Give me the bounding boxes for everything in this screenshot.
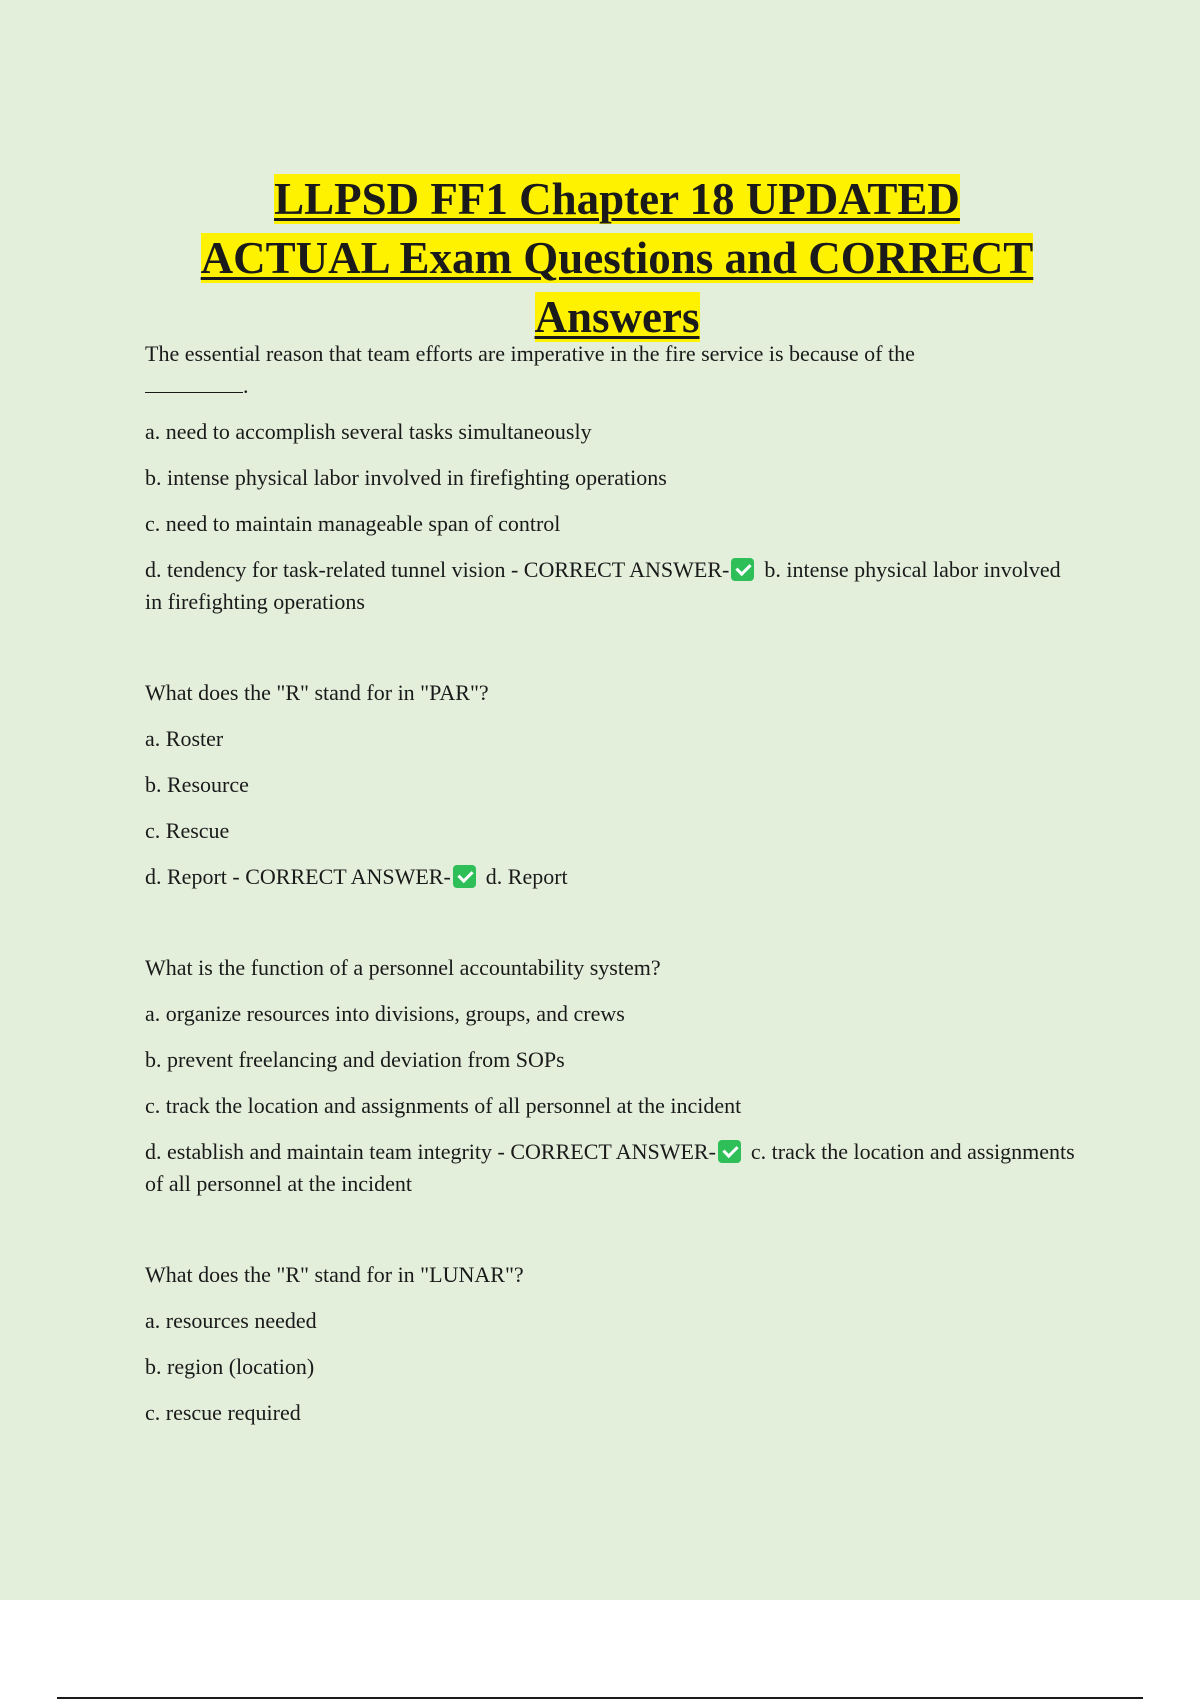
answer-marker: - CORRECT ANSWER- bbox=[510, 557, 730, 582]
answer-marker: - CORRECT ANSWER- bbox=[497, 1139, 716, 1164]
question-text: What does the "R" stand for in "PAR"? bbox=[145, 680, 489, 705]
option-c: c. rescue required bbox=[145, 1400, 301, 1425]
option-b: b. Resource bbox=[145, 772, 249, 797]
page-title bbox=[120, 170, 1114, 347]
option-d-with-answer: d. tendency for task-related tunnel vision - CORRECT ANSWER- b. intense physical labor involved in firefighting operations bbox=[145, 557, 1061, 614]
question-text: What does the "R" stand for in "LUNAR"? bbox=[145, 1262, 524, 1287]
option-a: a. resources needed bbox=[145, 1308, 317, 1333]
checkmark-icon bbox=[453, 865, 476, 888]
option-c: c. track the location and assignments of all personnel at the incident bbox=[145, 1093, 742, 1118]
question-list bbox=[145, 338, 1075, 1443]
question-text: The essential reason that team efforts are imperative in the fire service is because of the . bbox=[145, 341, 915, 398]
option-b: b. intense physical labor involved in firefighting operations bbox=[145, 465, 667, 490]
correct-answer: d. Report bbox=[485, 864, 568, 889]
option-a: a. need to accomplish several tasks simultaneously bbox=[145, 419, 592, 444]
option-d-with-answer: d. Report - CORRECT ANSWER- d. Report bbox=[145, 864, 568, 889]
option-a: a. organize resources into divisions, groups, and crews bbox=[145, 1001, 625, 1026]
checkmark-icon bbox=[718, 1140, 741, 1163]
option-b: b. region (location) bbox=[145, 1354, 315, 1379]
option-d-with-answer: d. establish and maintain team integrity - CORRECT ANSWER- c. track the location and assignments of all personnel at the incident bbox=[145, 1139, 1075, 1196]
option-b: b. prevent freelancing and deviation from SOPs bbox=[145, 1047, 565, 1072]
title-line-2: ACTUAL Exam Questions and CORRECT bbox=[200, 233, 1034, 284]
title-line-3: Answers bbox=[534, 292, 700, 343]
title-line-1: LLPSD FF1 Chapter 18 UPDATED bbox=[274, 174, 960, 225]
question-block bbox=[145, 1259, 1075, 1429]
option-c: c. need to maintain manageable span of control bbox=[145, 511, 561, 536]
footer-divider bbox=[57, 1697, 1143, 1699]
question-block bbox=[145, 952, 1075, 1200]
question-block bbox=[145, 338, 1075, 618]
question-block bbox=[145, 677, 1075, 893]
question-text: What is the function of a personnel accountability system? bbox=[145, 955, 661, 980]
answer-blank bbox=[145, 372, 243, 393]
correct-answer: c. track the location and assignments of all personnel at the incident bbox=[145, 1139, 1075, 1196]
option-c: c. Rescue bbox=[145, 818, 230, 843]
correct-answer: b. intense physical labor involved in firefighting operations bbox=[145, 557, 1061, 614]
checkmark-icon bbox=[731, 558, 754, 581]
answer-marker: - CORRECT ANSWER- bbox=[232, 864, 451, 889]
option-a: a. Roster bbox=[145, 726, 224, 751]
